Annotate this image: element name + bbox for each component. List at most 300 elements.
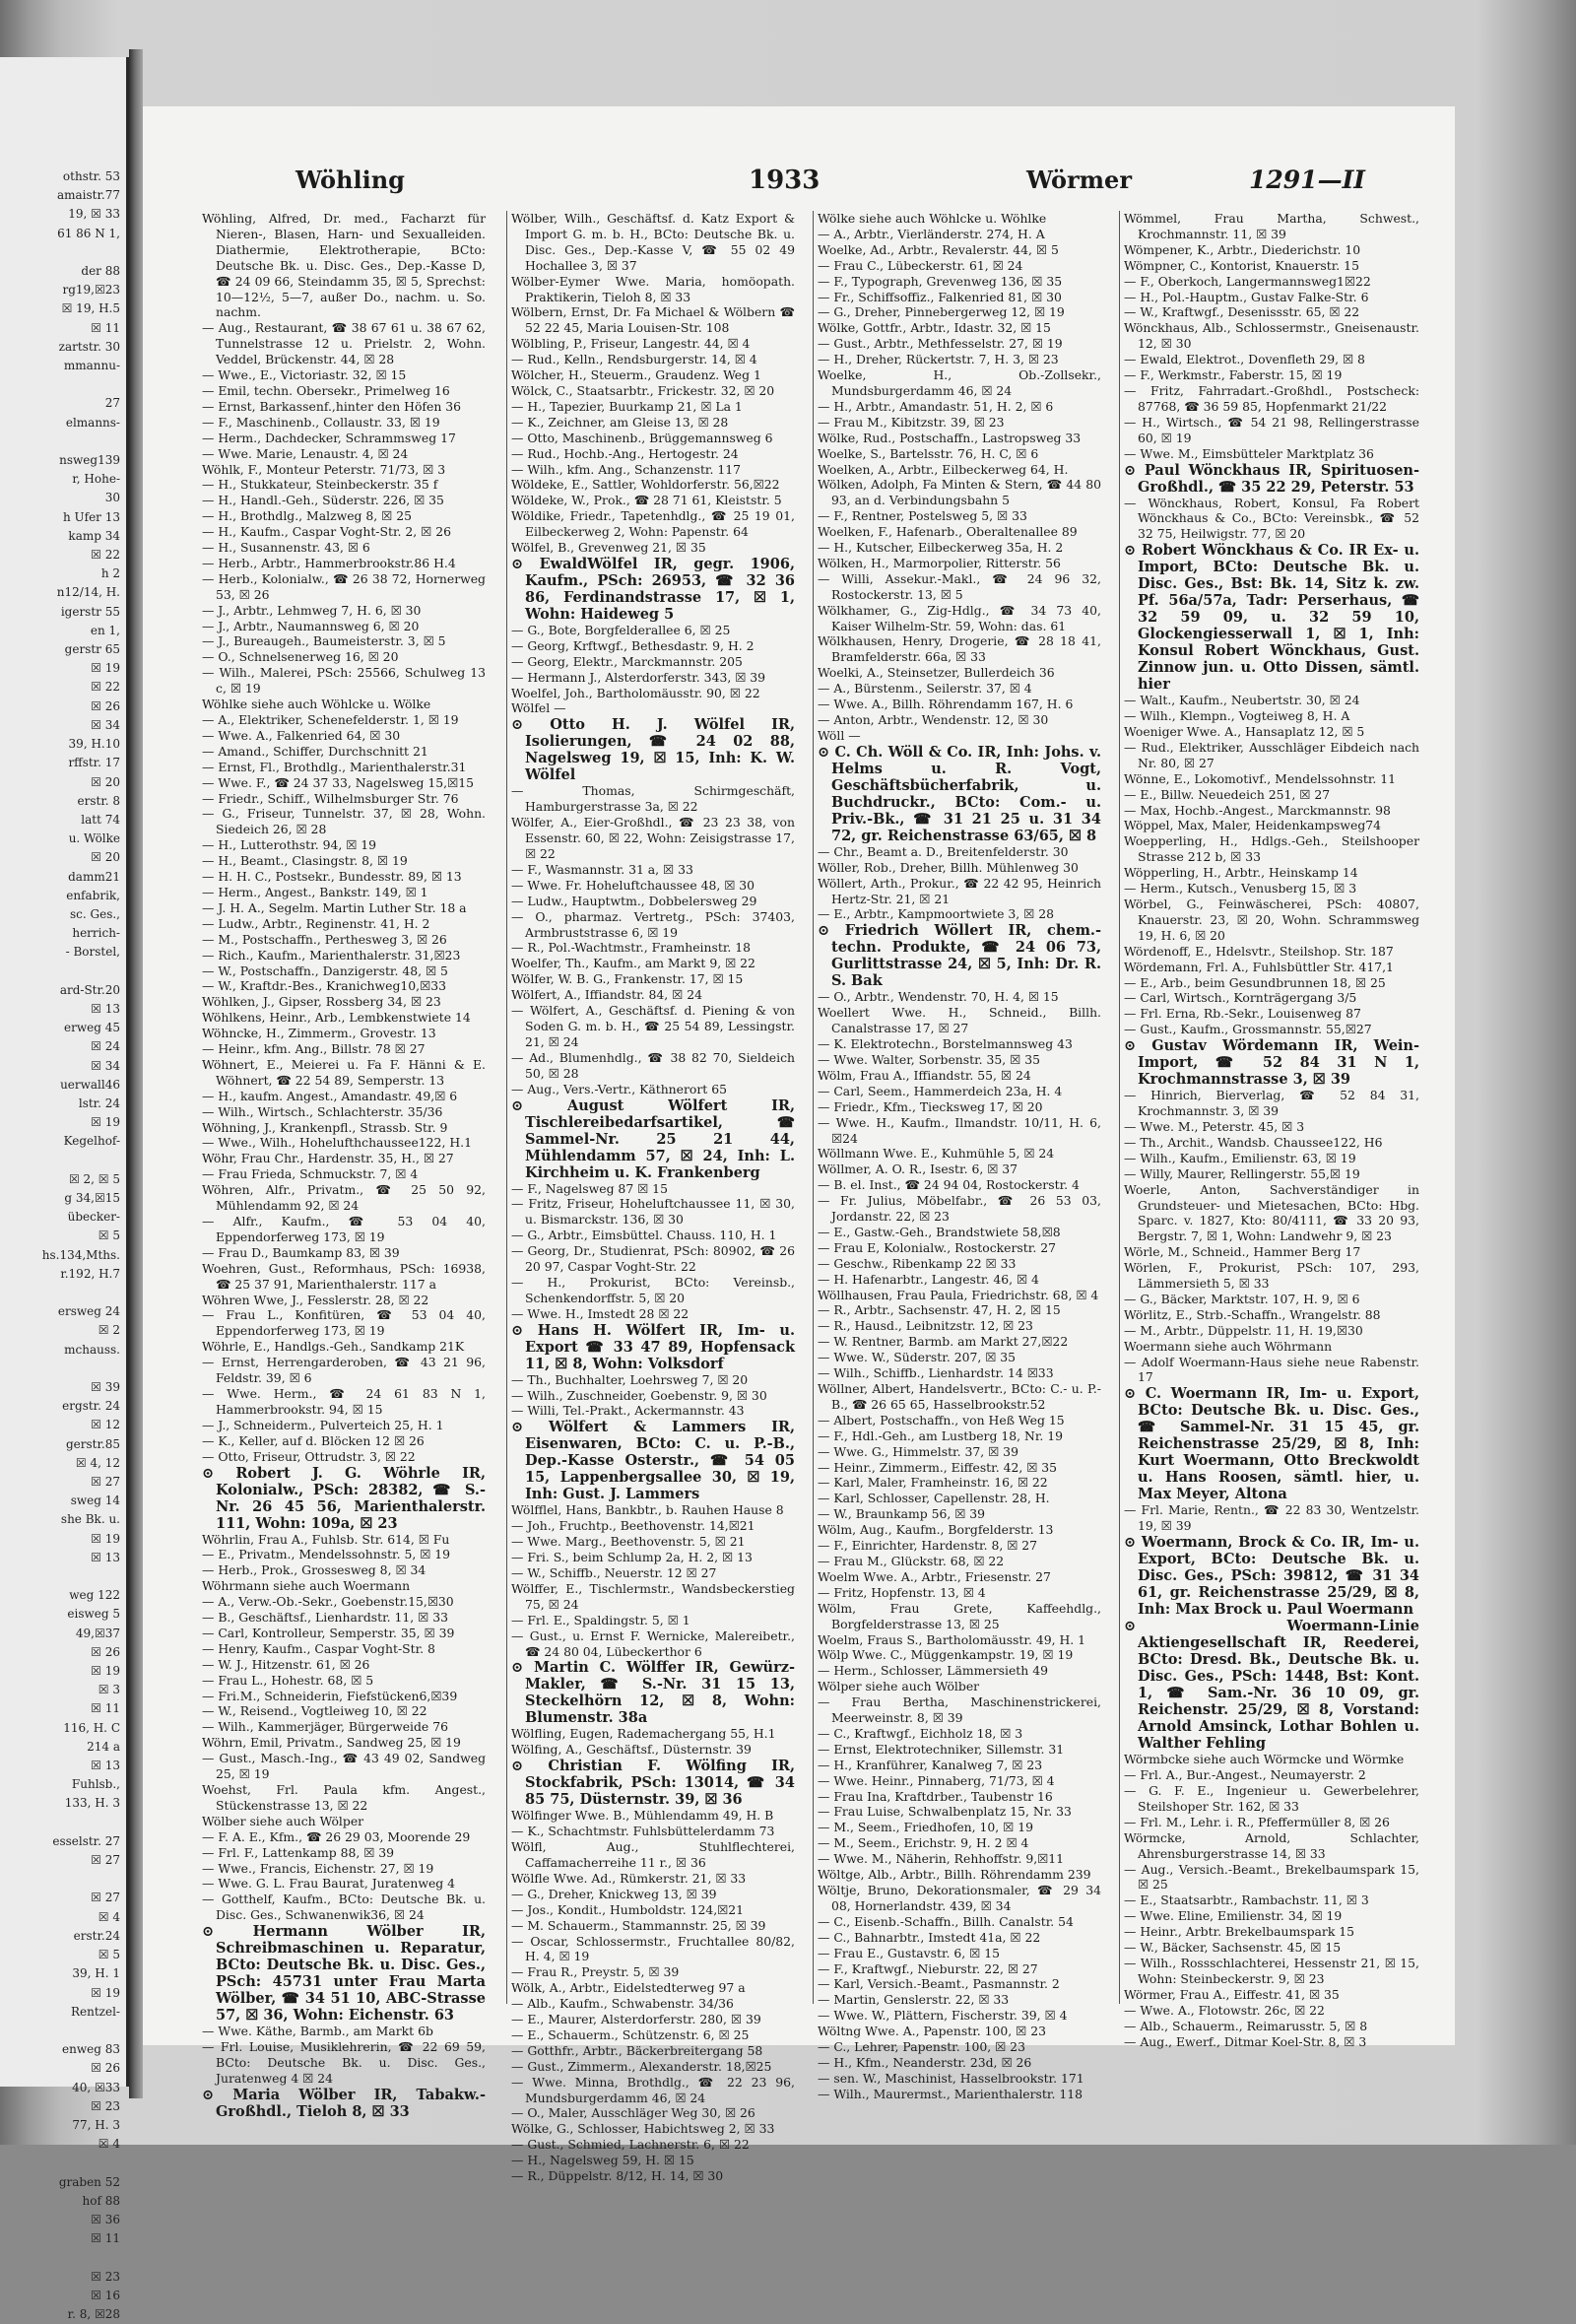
directory-entry: — Willi, Assekur.-Makl., ☎ 24 96 32, Rostockerstr. 13, ☒ 5 bbox=[818, 570, 1101, 602]
facing-page-line: ☒ 34 bbox=[91, 717, 120, 732]
directory-entry: Woelke, H., Ob.-Zollsekr., Mundsburgerdamm 46, ☒ 24 bbox=[818, 367, 1101, 398]
directory-entry: Wöllmann Wwe. E., Kuhmühle 5, ☒ 24 bbox=[818, 1146, 1055, 1162]
directory-entry: — Gust., Schmied, Lachnerstr. 6, ☒ 22 bbox=[511, 2137, 750, 2153]
directory-entry: — Adolf Woermann-Haus siehe neue Rabenstr. 17 bbox=[1124, 1354, 1419, 1385]
directory-entry: — Fri. S., beim Schlump 2a, H. 2, ☒ 13 bbox=[511, 1550, 753, 1565]
facing-page-line: ☒ 19 bbox=[91, 1664, 120, 1679]
directory-column-1 bbox=[202, 211, 486, 2120]
directory-entry: Wöller, Rob., Dreher, Billh. Mühlenweg 30 bbox=[818, 859, 1079, 875]
directory-entry: Woelke, S., Bartelsstr. 76, H. C, ☒ 6 bbox=[818, 445, 1039, 461]
directory-entry: — Friedr., Schiff., Wilhelmsburger Str. 76 bbox=[202, 790, 459, 806]
directory-entry: — Wilh., Schiffb., Lienhardstr. 14 ☒33 bbox=[818, 1365, 1054, 1381]
directory-entry: — Willy, Maurer, Rellingerstr. 55,☒ 19 bbox=[1124, 1165, 1360, 1181]
facing-page-line: 40, ☒33 bbox=[72, 2080, 120, 2094]
directory-entry: — Frau Luise, Schwalbenplatz 15, Nr. 33 bbox=[818, 1804, 1072, 1820]
directory-entry: — G., Bote, Borgfelderallee 6, ☒ 25 bbox=[511, 622, 731, 637]
directory-entry: — Gotthelf, Kaufm., BCto: Deutsche Bk. u. Disc. Ges., Schwanenwik36, ☒ 24 bbox=[202, 1892, 486, 1923]
facing-page-line: ☒ 22 bbox=[91, 548, 120, 563]
facing-page-line: ☒ 19, H.5 bbox=[61, 301, 120, 316]
directory-entry: Wölke, G., Schlosser, Habichtsweg 2, ☒ 33 bbox=[511, 2121, 775, 2137]
directory-entry: Wölp Wwe. C., Müggenkampstr. 19, ☒ 19 bbox=[818, 1647, 1074, 1663]
facing-page-line: Fuhlsb., bbox=[71, 1777, 120, 1792]
facing-page-line: hs.134,Mths. bbox=[41, 1247, 120, 1262]
directory-entry: Wölfer, A., Eier-Großhdl., ☎ 23 23 38, von Essenstr. 60, ☒ 22, Wohn: Zeisigstrasse 17, ☒ 22 bbox=[511, 815, 795, 861]
directory-entry: — Fr. Julius, Möbelfabr., ☎ 26 53 03, Jordanstr. 22, ☒ 23 bbox=[818, 1193, 1101, 1225]
directory-entry: — Henry, Kaufm., Caspar Voght-Str. 8 bbox=[202, 1640, 435, 1656]
directory-entry: — Georg, Dr., Studienrat, PSch: 80902, ☎ 26 20 97, Caspar Voght-Str. 22 bbox=[511, 1243, 795, 1275]
directory-entry: — Otto, Friseur, Ottrudstr. 3, ☒ 22 bbox=[202, 1448, 416, 1464]
directory-column-3 bbox=[813, 211, 1101, 2101]
directory-entry: — Gust., Kaufm., Grossmannstr. 55,☒27 bbox=[1124, 1022, 1372, 1037]
facing-page-line: ☒ 27 bbox=[91, 1853, 120, 1868]
directory-entry: Wöhlk, F., Monteur Peterstr. 71/73, ☒ 3 bbox=[202, 461, 446, 477]
directory-entry: — Wölfert, A., Geschäftsf. d. Piening & von Soden G. m. b. H., ☎ 25 54 89, Lessingstr. 21, ☒ 24 bbox=[511, 1003, 795, 1049]
directory-entry: Wölke siehe auch Wöhlcke u. Wöhlke bbox=[818, 211, 1047, 226]
directory-column-2 bbox=[506, 211, 795, 2184]
directory-entry: — Ernst, Fl., Brothdlg., Marienthalerstr.31 bbox=[202, 759, 467, 774]
directory-entry: — Wilh., Kaufm., Emilienstr. 63, ☒ 19 bbox=[1124, 1150, 1356, 1165]
directory-entry: — Karl, Maler, Framheinstr. 16, ☒ 22 bbox=[818, 1475, 1048, 1491]
facing-page-line: r.192, H.7 bbox=[60, 1266, 120, 1281]
directory-entry: — Ad., Blumenhdlg., ☎ 38 82 70, Sieldeich 50, ☒ 28 bbox=[511, 1049, 795, 1081]
facing-page-line: ☒ 13 bbox=[91, 1001, 120, 1016]
directory-entry: Woelken, F., Hafenarb., Oberaltenallee 89 bbox=[818, 524, 1078, 540]
directory-entry: — F., Nagelsweg 87 ☒ 15 bbox=[511, 1180, 668, 1196]
directory-entry: — Wilh., Klempn., Vogteiweg 8, H. A bbox=[1124, 708, 1350, 724]
facing-page-line: übecker- bbox=[67, 1210, 120, 1225]
directory-entry: — M., Arbtr., Düppelstr. 11, H. 19,☒30 bbox=[1124, 1322, 1363, 1338]
facing-page-line: h Ufer 13 bbox=[62, 509, 120, 524]
directory-entry: — Friedr., Kfm., Tiecksweg 17, ☒ 20 bbox=[818, 1098, 1043, 1114]
directory-entry: Woelki, A., Steinsetzer, Bullerdeich 36 bbox=[818, 665, 1055, 681]
directory-entry: — Wwe. H., Imstedt 28 ☒ 22 bbox=[511, 1305, 690, 1321]
directory-entry: ⊙ Christian F. Wölfing IR, Stockfabrik, PSch: 13014, ☎ 34 85 75, Düsternstr. 39, ☒ 36 bbox=[511, 1758, 795, 1809]
directory-entry: ⊙ Robert J. G. Wöhrle IR, Kolonialw., PSch: 28382, ☎ S.-Nr. 26 45 56, Marienthalerstr. 111, Wohn: 109a, ☒ 23 bbox=[202, 1464, 486, 1532]
directory-entry: Woelfel, Joh., Bartholomäusstr. 90, ☒ 22 bbox=[511, 685, 760, 700]
directory-entry: Wörlen, F., Prokurist, PSch: 107, 293, Lämmersieth 5, ☒ 33 bbox=[1124, 1260, 1419, 1292]
directory-entry: Wölck, C., Staatsarbtr., Frickestr. 32, ☒ 20 bbox=[511, 382, 775, 398]
directory-entry: Wöldeke, E., Sattler, Wohldorferstr. 56,☒22 bbox=[511, 477, 780, 493]
directory-entry: — H., Wirtsch., ☎ 54 21 98, Rellingerstrasse 60, ☒ 19 bbox=[1124, 414, 1419, 445]
directory-entry: — Frl. M., Lehr. i. R., Pfeffermüller 8, ☒ 26 bbox=[1124, 1814, 1390, 1829]
directory-entry: — Gust., u. Ernst F. Wernicke, Malereibetr., ☎ 24 80 04, Lübeckerthor 6 bbox=[511, 1627, 795, 1659]
facing-page-line: ☒ 2, ☒ 5 bbox=[68, 1171, 120, 1186]
directory-entry: — M., Seem., Erichstr. 9, H. 2 ☒ 4 bbox=[818, 1835, 1029, 1851]
directory-entry: — Karl, Schlosser, Capellenstr. 28, H. bbox=[818, 1491, 1050, 1506]
facing-page-line: ☒ 3 bbox=[98, 1683, 120, 1697]
facing-page-line: 61 86 N 1, bbox=[57, 226, 120, 240]
directory-entry: — Wwe. A., Billh. Röhrendamm 167, H. 6 bbox=[818, 697, 1074, 712]
directory-entry: — H., Lutterothstr. 94, ☒ 19 bbox=[202, 837, 377, 853]
facing-page-line: othstr. 53 bbox=[62, 169, 120, 183]
facing-page-line: n12/14, H. bbox=[56, 585, 120, 600]
directory-entry: ⊙ Hans H. Wölfert IR, Im- u. Export ☎ 33 47 89, Hopfensack 11, ☒ 8, Wohn: Volksdorf bbox=[511, 1321, 795, 1372]
directory-entry: Wöhrmann siehe auch Woermann bbox=[202, 1578, 411, 1594]
directory-entry: Woermann siehe auch Wöhrmann bbox=[1124, 1338, 1333, 1354]
directory-entry: — Alb., Kaufm., Schwabenstr. 34/36 bbox=[511, 1996, 734, 2012]
facing-page-line: erstr. 8 bbox=[77, 793, 120, 808]
page-header bbox=[296, 166, 1428, 205]
directory-entry: — H., Dreher, Rückertstr. 7, H. 3, ☒ 23 bbox=[818, 352, 1059, 367]
directory-entry: — O., Maler, Ausschläger Weg 30, ☒ 26 bbox=[511, 2105, 755, 2121]
facing-page-line: ☒ 5 bbox=[98, 1228, 120, 1243]
directory-entry: — Aug., Versich.-Beamt., Brekelbaumspark 15, ☒ 25 bbox=[1124, 1861, 1419, 1892]
facing-page-line: ard-Str.20 bbox=[59, 982, 120, 997]
directory-entry: ⊙ Robert Wönckhaus & Co. IR Ex- u. Import, BCto: Deutsche Bk. u. Disc. Ges., Bst: Bk. 14, Sitz k. zw. Pf. 56a/57a, Tadr: Perserhaus, ☎ 32 59 09, u. 32 59 10, Glockengiesserwall 1, ☒ 1, Inh: Konsul Robert Wönckhaus, Gust. Zinnow jun. u. Otto Dissen, sämtl. hier bbox=[1124, 542, 1419, 694]
directory-entry: — C., Kraftwgf., Eichholz 18, ☒ 3 bbox=[818, 1725, 1023, 1741]
directory-entry: — F., Kraftwgf., Nieburstr. 22, ☒ 27 bbox=[818, 1960, 1038, 1976]
directory-entry: — W., Kraftdr.-Bes., Kranichweg10,☒33 bbox=[202, 978, 446, 994]
directory-entry: — G., Dreher, Pinnebergerweg 12, ☒ 19 bbox=[818, 304, 1065, 320]
directory-entry: — W., Reisend., Vogtleiweg 10, ☒ 22 bbox=[202, 1703, 427, 1719]
facing-page-line: graben 52 bbox=[58, 2174, 120, 2189]
directory-entry: — Wilh., Zuschneider, Goebenstr. 9, ☒ 30 bbox=[511, 1387, 767, 1403]
directory-entry: — Herm., Kutsch., Venusberg 15, ☒ 3 bbox=[1124, 881, 1357, 896]
directory-entry: — Herm., Dachdecker, Schrammsweg 17 bbox=[202, 430, 456, 445]
facing-page-line: rffstr. 17 bbox=[68, 756, 120, 770]
directory-entry: — Gust., Masch.-Ing., ☎ 43 49 02, Sandweg 25, ☒ 19 bbox=[202, 1751, 486, 1782]
directory-entry: — Chr., Beamt a. D., Breitenfelderstr. 30 bbox=[818, 843, 1069, 859]
facing-page-line: nsweg139 bbox=[59, 453, 120, 468]
facing-page-line: ☒ 26 bbox=[91, 698, 120, 713]
facing-page-line: herrich- bbox=[72, 926, 120, 941]
facing-page-line: latt 74 bbox=[81, 812, 120, 827]
facing-page-line: ☒ 27 bbox=[91, 1891, 120, 1905]
directory-entry: Wömmel, Frau Martha, Schwest., Krochmannstr. 11, ☒ 39 bbox=[1124, 211, 1419, 241]
directory-entry: — Heinr., Arbtr. Brekelbaumspark 15 bbox=[1124, 1924, 1355, 1940]
directory-entry: — Wwe. Fr. Hoheluftchaussee 48, ☒ 30 bbox=[511, 877, 755, 893]
directory-entry: Wölber siehe auch Wölper bbox=[202, 1813, 364, 1828]
directory-entry: — Hinrich, Bierverlag, ☎ 52 84 31, Krochmannstr. 3, ☒ 39 bbox=[1124, 1088, 1419, 1119]
facing-page-line: mmannu- bbox=[63, 359, 120, 373]
facing-page-fragment bbox=[0, 57, 129, 2321]
facing-page-line: Kegelhof- bbox=[63, 1134, 120, 1149]
directory-entry: Wörle, M., Schneid., Hammer Berg 17 bbox=[1124, 1244, 1361, 1260]
directory-entry: — Th., Buchhalter, Loehrsweg 7, ☒ 20 bbox=[511, 1371, 749, 1387]
directory-entry: Wöllhausen, Frau Paula, Friedrichstr. 68, ☒ 4 bbox=[818, 1287, 1099, 1302]
directory-entry: — Oscar, Schlossermstr., Fruchtallee 80/82, H. 4, ☒ 19 bbox=[511, 1933, 795, 1964]
facing-page-line: 77, H. 3 bbox=[72, 2117, 120, 2132]
directory-entry: — G., Bäcker, Marktstr. 107, H. 9, ☒ 6 bbox=[1124, 1291, 1360, 1306]
directory-entry: — H., Beamt., Clasingstr. 8, ☒ 19 bbox=[202, 853, 408, 869]
directory-entry: Wölm, Frau A., Iffiandstr. 55, ☒ 24 bbox=[818, 1067, 1031, 1083]
directory-entry: Woelken, A., Arbtr., Eilbeckerweg 64, H. bbox=[818, 461, 1069, 477]
directory-entry: ⊙ Woermann-Linie Aktiengesellschaft IR, Reederei, BCto: Dresd. Bk., Deutsche Bk. u. Disc. Ges., PSch: 1448, Bst: Kont. 1, ☎ Sam.-Nr. 36 10 09, gr. Reichenstr. 25/29, ☒ 8, Vorstand: Arnold Amsinck, Lothar Bohlen u. Walther Fehling bbox=[1124, 1618, 1419, 1753]
directory-entry: Wöldike, Friedr., Tapetenhdlg., ☎ 25 19 01, Eilbeckerweg 2, Wohn: Papenstr. 64 bbox=[511, 508, 795, 540]
directory-entry: — E., Staatsarbtr., Rambachstr. 11, ☒ 3 bbox=[1124, 1892, 1369, 1908]
directory-entry: — C., Eisenb.-Schaffn., Billh. Canalstr. 54 bbox=[818, 1913, 1074, 1929]
directory-entry: — K. Elektrotechn., Borstelmannsweg 43 bbox=[818, 1036, 1073, 1052]
directory-entry: ⊙ Martin C. Wölffer IR, Gewürz-Makler, ☎ S.-Nr. 31 15 13, Steckelhörn 12, ☒ 8, Wohn: Blumenstr. 38a bbox=[511, 1659, 795, 1727]
directory-entry: — Aug., Restaurant, ☎ 38 67 61 u. 38 67 62, Tunnelstrasse 12 u. Prielstr. 2, Wohn. Veddel, Brückenstr. 44, ☒ 28 bbox=[202, 320, 486, 367]
directory-entry: Wölkhamer, G., Zig-Hdlg., ☎ 34 73 40, Kaiser Wilhelm-Str. 59, Wohn: das. 61 bbox=[818, 602, 1101, 633]
facing-page-line bbox=[2, 1284, 120, 1302]
facing-page-line: ☒ 19 bbox=[91, 1985, 120, 2000]
directory-entry: — Wwe. Heinr., Pinnaberg, 71/73, ☒ 4 bbox=[818, 1772, 1055, 1788]
directory-entry: Woeniger Wwe. A., Hansaplatz 12, ☒ 5 bbox=[1124, 724, 1365, 740]
directory-entry: — Wwe. W., Plättern, Fischerstr. 39, ☒ 4 bbox=[818, 2008, 1068, 2024]
directory-entry: — H., Kranführer, Kanalweg 7, ☒ 23 bbox=[818, 1757, 1043, 1772]
directory-entry: — Wwe. W., Süderstr. 207, ☒ 35 bbox=[818, 1350, 1017, 1365]
facing-page-line: uerwall46 bbox=[60, 1077, 120, 1092]
directory-entry: Wölkhausen, Henry, Drogerie, ☎ 28 18 41, Bramfelderstr. 66a, ☒ 33 bbox=[818, 633, 1101, 665]
directory-entry: — Herm., Schlosser, Lämmersieth 49 bbox=[818, 1663, 1048, 1679]
facing-page-line: ☒ 23 bbox=[91, 2269, 120, 2284]
directory-entry: Wöhlke siehe auch Wöhlcke u. Wölke bbox=[202, 697, 431, 712]
directory-entry: — Frl. E., Spaldingstr. 5, ☒ 1 bbox=[511, 1612, 690, 1627]
directory-entry: — Aug., Ewerf., Ditmar Koel-Str. 8, ☒ 3 bbox=[1124, 2033, 1367, 2049]
directory-entry: — Wwe. M., Peterstr. 45, ☒ 3 bbox=[1124, 1118, 1305, 1134]
facing-page-line: ☒ 2 bbox=[98, 1323, 120, 1338]
directory-entry: Woelke, Ad., Arbtr., Revalerstr. 44, ☒ 5 bbox=[818, 241, 1059, 257]
facing-page-line bbox=[2, 2154, 120, 2172]
directory-entry: — Frau M., Glückstr. 68, ☒ 22 bbox=[818, 1553, 1005, 1568]
directory-entry: ⊙ Gustav Wördemann IR, Wein-Import, ☎ 52 84 31 N 1, Krochmannstrasse 3, ☒ 39 bbox=[1124, 1037, 1419, 1089]
facing-page-line: elmanns- bbox=[65, 415, 120, 430]
directory-entry: — H., Brothdlg., Malzweg 8, ☒ 25 bbox=[202, 508, 412, 524]
directory-entry: — H., Kutscher, Eilbeckerweg 35a, H. 2 bbox=[818, 540, 1064, 556]
directory-entry: Woepperling, H., Hdlgs.-Geh., Steilshooper Strasse 212 b, ☒ 33 bbox=[1124, 833, 1419, 865]
directory-entry: — H., Nagelsweg 59, H. ☒ 15 bbox=[511, 2153, 694, 2168]
facing-page-line: Rentzel- bbox=[70, 2004, 120, 2019]
facing-page-line: en 1, bbox=[90, 623, 120, 637]
directory-entry: Wölber, Wilh., Geschäftsf. d. Katz Export & Import G. m. b. H., BCto: Deutsche Bk. u. Disc. Ges., Dep.-Kasse V, ☎ 55 02 49 Hochallee 3, ☒ 37 bbox=[511, 211, 795, 273]
header-first-name: Wöhling bbox=[296, 166, 405, 194]
directory-entry: — G., Arbtr., Eimsbüttel. Chauss. 110, H. 1 bbox=[511, 1228, 777, 1243]
facing-page-line: 49,☒37 bbox=[75, 1626, 120, 1640]
directory-entry: Woelm, Fraus S., Bartholomäusstr. 49, H. 1 bbox=[818, 1631, 1086, 1647]
directory-entry: — J., Arbtr., Naumannsweg 6, ☒ 20 bbox=[202, 618, 420, 633]
directory-entry: — H., Susannenstr. 43, ☒ 6 bbox=[202, 540, 370, 556]
directory-entry: Wöll — bbox=[818, 727, 861, 743]
facing-page-line: ☒ 27 bbox=[91, 1475, 120, 1490]
directory-entry: Wöhning, J., Krankenpfl., Strassb. Str. 9 bbox=[202, 1119, 448, 1135]
directory-entry: — Frau R., Preystr. 5, ☒ 39 bbox=[511, 1964, 680, 1980]
directory-entry: — Joh., Fruchtp., Beethovenstr. 14,☒21 bbox=[511, 1518, 755, 1534]
directory-entry: — G., Dreher, Knickweg 13, ☒ 39 bbox=[511, 1886, 717, 1901]
directory-entry: Wöhnert, E., Meierei u. Fa F. Hänni & E. Wöhnert, ☎ 22 54 89, Semperstr. 13 bbox=[202, 1056, 486, 1088]
directory-entry: — Frau Ina, Kraftdrber., Taubenstr 16 bbox=[818, 1788, 1053, 1804]
directory-entry: — Otto, Maschinenb., Brüggemannsweg 6 bbox=[511, 430, 773, 445]
directory-entry: — Wwe. Minna, Brothdlg., ☎ 22 23 96, Mundsburgerdamm 46, ☒ 24 bbox=[511, 2074, 795, 2105]
directory-entry: Wölber-Eymer Wwe. Maria, homöopath. Praktikerin, Tieloh 8, ☒ 33 bbox=[511, 273, 795, 304]
directory-entry: — sen. W., Maschinist, Hasselbrookstr. 171 bbox=[818, 2070, 1084, 2086]
facing-page-line: der 88 bbox=[81, 264, 120, 279]
directory-entry: — O., Arbtr., Wendenstr. 70, H. 4, ☒ 15 bbox=[818, 989, 1059, 1005]
facing-page-line bbox=[2, 432, 120, 451]
facing-page-line bbox=[2, 2248, 120, 2267]
directory-entry: Wörmer, Frau A., Eiffestr. 41, ☒ 35 bbox=[1124, 1986, 1340, 2002]
directory-entry: Wölke, Rud., Postschaffn., Lastropsweg 33 bbox=[818, 430, 1082, 445]
directory-entry: — Hermann J., Alsterdorferstr. 343, ☒ 39 bbox=[511, 669, 766, 685]
directory-entry: — O., Schnelsenerweg 16, ☒ 20 bbox=[202, 649, 399, 665]
directory-entry: — E., Arb., beim Gesundbrunnen 18, ☒ 25 bbox=[1124, 974, 1386, 990]
facing-page-line: ersweg 24 bbox=[57, 1304, 120, 1319]
directory-entry: — Wwe., Francis, Eichenstr. 27, ☒ 19 bbox=[202, 1860, 434, 1876]
directory-entry: Wölm, Frau Grete, Kaffeehdlg., Borgfelderstrasse 13, ☒ 25 bbox=[818, 1600, 1101, 1631]
directory-entry: — Wwe., Wilh., Hohelufthchaussee122, H.1 bbox=[202, 1135, 472, 1151]
directory-entry: — Heinr., Zimmerm., Eiffestr. 42, ☒ 35 bbox=[818, 1459, 1058, 1475]
directory-entry: — Frau M., Kibitzstr. 39, ☒ 23 bbox=[818, 414, 1005, 430]
directory-entry: — R., Arbtr., Sachsenstr. 47, H. 2, ☒ 15 bbox=[818, 1302, 1061, 1318]
directory-entry: — H., Stukkateur, Steinbeckerstr. 35 f bbox=[202, 477, 438, 493]
directory-entry: Wöltje, Bruno, Dekorationsmaler, ☎ 29 34 08, Hornerlandstr. 439, ☒ 34 bbox=[818, 1883, 1101, 1913]
directory-entry: — F., Einrichter, Hardenstr. 8, ☒ 27 bbox=[818, 1538, 1038, 1554]
directory-entry: Wölfle Wwe. Ad., Rümkerstr. 21, ☒ 33 bbox=[511, 1870, 747, 1886]
facing-page-line: ☒ 19 bbox=[91, 661, 120, 676]
facing-page-line: ☒ 22 bbox=[91, 680, 120, 695]
directory-entry: — M., Postschaffn., Perthesweg 3, ☒ 26 bbox=[202, 931, 447, 947]
directory-entry: — Alfr., Kaufm., ☎ 53 04 40, Eppendorferweg 173, ☒ 19 bbox=[202, 1214, 486, 1244]
directory-entry: — Frau L., Konfitüren, ☎ 53 04 40, Eppendorferweg 173, ☒ 19 bbox=[202, 1307, 486, 1339]
directory-entry: — Frau Bertha, Maschinenstrickerei, Meerweinstr. 8, ☒ 39 bbox=[818, 1694, 1101, 1726]
facing-page-line: r, Hohe- bbox=[72, 472, 120, 487]
directory-entry: — Wwe. M., Eimsbütteler Marktplatz 36 bbox=[1124, 445, 1374, 461]
facing-page-line bbox=[2, 243, 120, 262]
directory-entry: ⊙ Wölfert & Lammers IR, Eisenwaren, BCto: C. u. P.-B., Dep.-Kasse Osterstr., ☎ 54 05 15, Lappenbergsallee 30, ☒ 19, Inh: Gust. J. Lammers bbox=[511, 1419, 795, 1503]
directory-entry: — Martin, Genslerstr. 22, ☒ 33 bbox=[818, 1992, 1010, 2008]
directory-entry: — Walt., Kaufm., Neubertstr. 30, ☒ 24 bbox=[1124, 693, 1360, 708]
directory-entry: — A., Verw.-Ob.-Sekr., Goebenstr.15,☒30 bbox=[202, 1594, 454, 1610]
directory-entry: — C., Bahnarbtr., Imstedt 41a, ☒ 22 bbox=[818, 1929, 1041, 1945]
directory-entry: — Wwe. G. L. Frau Baurat, Juratenweg 4 bbox=[202, 1876, 456, 1892]
directory-entry: — Frau D., Baumkamp 83, ☒ 39 bbox=[202, 1244, 400, 1260]
directory-entry: — C., Lehrer, Papenstr. 100, ☒ 23 bbox=[818, 2039, 1025, 2055]
facing-page-line: ☒ 34 bbox=[91, 1058, 120, 1073]
directory-entry: Woellert Wwe. H., Schneid., Billh. Canalstrasse 17, ☒ 27 bbox=[818, 1005, 1101, 1036]
facing-page-line: gerstr 65 bbox=[64, 642, 120, 657]
directory-entry: — Karl, Versich.-Beamt., Pasmannstr. 2 bbox=[818, 1976, 1060, 1992]
directory-entry: — Willi, Tel.-Prakt., Ackermannstr. 43 bbox=[511, 1403, 745, 1419]
directory-entry: Wölfinger Wwe. B., Mühlendamm 49, H. B bbox=[511, 1808, 774, 1824]
directory-entry: — Wilh., Maurermst., Marienthalerstr. 118 bbox=[818, 2086, 1083, 2101]
directory-entry: — Herb., Prok., Grossesweg 8, ☒ 34 bbox=[202, 1562, 427, 1578]
directory-entry: ⊙ Maria Wölber IR, Tabakw.-Großhdl., Tieloh 8, ☒ 33 bbox=[202, 2086, 486, 2120]
facing-page-line: ☒ 4 bbox=[98, 2137, 120, 2152]
directory-entry: Wölfflel, Hans, Bankbtr., b. Rauhen Hause 8 bbox=[511, 1502, 784, 1518]
directory-entry: — Frl. Marie, Rentn., ☎ 22 83 30, Wentzelstr. 19, ☒ 39 bbox=[1124, 1502, 1419, 1534]
facing-page-line: ☒ 36 bbox=[91, 2212, 120, 2226]
directory-entry: — Gust., Arbtr., Methfesselstr. 27, ☒ 19 bbox=[818, 336, 1063, 352]
directory-entry: Woerle, Anton, Sachverständiger in Grundsteuer- und Mietesachen, BCto: Hbg. Sparc. v. 1827, Kto: 80/4111, ☎ 33 20 93, Bergstr. 7, ☒ 1, Wohn: Landwehr 9, ☒ 23 bbox=[1124, 1181, 1419, 1244]
directory-entry: — Wwe. Walter, Sorbenstr. 35, ☒ 35 bbox=[818, 1051, 1040, 1067]
directory-entry: ⊙ August Wölfert IR, Tischlereibedarfsartikel, ☎ Sammel-Nr. 25 21 44, Mühlendamm 57, ☒ 24, Inh: L. Kirchheim u. K. Frankenberg bbox=[511, 1096, 795, 1181]
directory-entry: — K., Zeichner, am Gleise 13, ☒ 28 bbox=[511, 414, 729, 430]
directory-entry: — Ernst, Herrengarderoben, ☎ 43 21 96, Feldstr. 39, ☒ 6 bbox=[202, 1355, 486, 1386]
directory-entry: — Frau Frieda, Schmuckstr. 7, ☒ 4 bbox=[202, 1166, 419, 1182]
directory-columns bbox=[202, 211, 1423, 2184]
directory-entry: — Rud., Hochb.-Ang., Hertogestr. 24 bbox=[511, 445, 739, 461]
directory-entry: — Ludw., Hauptwtm., Dobbelersweg 29 bbox=[511, 893, 757, 908]
directory-entry: ⊙ C. Ch. Wöll & Co. IR, Inh: Johs. v. Helms u. R. Vogt, Geschäftsbücherfabrik, u. Buchdruckr., BCto: Com.- u. Priv.-Bk., ☎ 31 21 25 u. 31 34 72, gr. Reichenstrasse 63/65, ☒ 8 bbox=[818, 743, 1101, 844]
directory-entry: Wölm, Aug., Kaufm., Borgfelderstr. 13 bbox=[818, 1522, 1054, 1538]
directory-entry: — M. Schauerm., Stammannstr. 25, ☒ 39 bbox=[511, 1917, 766, 1933]
directory-entry: — Herm., Angest., Bankstr. 149, ☒ 1 bbox=[202, 884, 428, 899]
facing-page-line: igerstr 55 bbox=[60, 604, 120, 619]
directory-entry: — Ernst, Barkassenf.,hinter den Höfen 36 bbox=[202, 398, 462, 414]
directory-entry: — Frl. Louise, Musiklehrerin, ☎ 22 69 59, BCto: Deutsche Bk. u. Disc. Ges., Juratenweg 4 ☒ 24 bbox=[202, 2039, 486, 2086]
directory-entry: Wöltge, Alb., Arbtr., Billh. Röhrendamm 239 bbox=[818, 1867, 1091, 1883]
facing-page-line: she Bk. u. bbox=[60, 1512, 120, 1527]
directory-entry: Wöhren Wwe, J., Fesslerstr. 28, ☒ 22 bbox=[202, 1292, 429, 1307]
directory-entry: Wölbling, P., Friseur, Langestr. 44, ☒ 4 bbox=[511, 336, 751, 352]
directory-entry: — Fritz, Friseur, Hoheluftchaussee 11, ☒ 30, u. Bismarckstr. 136, ☒ 30 bbox=[511, 1196, 795, 1228]
directory-entry: Wöppel, Max, Maler, Heidenkampsweg74 bbox=[1124, 818, 1382, 833]
directory-entry: — G. F. E., Ingenieur u. Gewerbelehrer, Steilshoper Str. 162, ☒ 33 bbox=[1124, 1783, 1419, 1814]
facing-page-line: ☒ 5 bbox=[98, 1948, 120, 1962]
directory-entry: — G., Friseur, Tunnelstr. 37, ☒ 28, Wohn. Siedeich 26, ☒ 28 bbox=[202, 806, 486, 837]
directory-entry: — R., Düppelstr. 8/12, H. 14, ☒ 30 bbox=[511, 2168, 724, 2184]
directory-entry: — E., Maurer, Alsterdorferstr. 280, ☒ 39 bbox=[511, 2012, 761, 2027]
directory-entry: — W. Rentner, Barmb. am Markt 27,☒22 bbox=[818, 1334, 1069, 1350]
directory-entry: ⊙ Woermann, Brock & Co. IR, Im- u. Export, BCto: Deutsche Bk. u. Disc. Ges., PSch: 39812, ☎ 31 34 61, gr. Reichenstrasse 25/29, ☒ 8, Inh: Max Brock u. Paul Woermann bbox=[1124, 1534, 1419, 1619]
directory-entry: — Frau L., Hohestr. 68, ☒ 5 bbox=[202, 1672, 374, 1688]
header-last-name: Wörmer bbox=[1026, 166, 1132, 194]
directory-entry: — Wilh., kfm. Ang., Schanzenstr. 117 bbox=[511, 461, 742, 477]
directory-entry: — O., pharmaz. Vertretg., PSch: 37403, Armbruststrasse 6, ☒ 19 bbox=[511, 908, 795, 940]
directory-entry: Wömpener, K., Arbtr., Diederichstr. 10 bbox=[1124, 241, 1361, 257]
directory-entry: — Emil, techn. Obersekr., Primelweg 16 bbox=[202, 382, 450, 398]
facing-page-line bbox=[2, 1152, 120, 1170]
facing-page-line: 19, ☒ 33 bbox=[68, 207, 120, 222]
directory-entry: — J., Schneiderm., Pulverteich 25, H. 1 bbox=[202, 1417, 444, 1432]
facing-page-line: 133, H. 3 bbox=[64, 1796, 120, 1811]
directory-entry: — Wwe., E., Victoriastr. 32, ☒ 15 bbox=[202, 367, 407, 383]
directory-entry: — K., Schachtmstr. Fuhlsbüttelerdamm 73 bbox=[511, 1824, 775, 1839]
directory-entry: — Wwe. A., Flotowstr. 26c, ☒ 22 bbox=[1124, 2002, 1325, 2018]
directory-entry: Wölken, Adolph, Fa Minten & Stern, ☎ 44 80 93, an d. Verbindungsbahn 5 bbox=[818, 477, 1101, 508]
directory-entry: — W., Bäcker, Sachsenstr. 45, ☒ 15 bbox=[1124, 1940, 1342, 1956]
facing-page-line: enfabrik, bbox=[66, 888, 120, 902]
facing-page-line: ☒ 11 bbox=[91, 1701, 120, 1716]
directory-entry: — Frau E, Kolonialw., Rostockerstr. 27 bbox=[818, 1239, 1056, 1255]
directory-entry: Wölfel — bbox=[511, 700, 566, 716]
directory-entry: — H. H. C., Postsekr., Bundesstr. 89, ☒ 13 bbox=[202, 869, 462, 885]
directory-entry: Woelfer, Th., Kaufm., am Markt 9, ☒ 22 bbox=[511, 956, 755, 971]
directory-entry: — Aug., Vers.-Vertr., Käthnerort 65 bbox=[511, 1081, 727, 1096]
directory-entry: — E., Schauerm., Schützenstr. 6, ☒ 25 bbox=[511, 2026, 750, 2042]
directory-entry: — Fr., Schiffsoffiz., Falkenried 81, ☒ 30 bbox=[818, 289, 1062, 304]
facing-page-line: ☒ 19 bbox=[91, 1531, 120, 1546]
directory-entry: Wörmbcke siehe auch Wörmcke und Wörmke bbox=[1124, 1752, 1405, 1767]
directory-entry: — Wönckhaus, Robert, Konsul, Fa Robert Wönckhaus & Co., BCto: Vereinsbk., ☎ 52 32 75, Heilwigstr. 77, ☒ 20 bbox=[1124, 495, 1419, 542]
directory-entry: — Wwe. Eline, Emilienstr. 34, ☒ 19 bbox=[1124, 1908, 1343, 1924]
directory-entry: Wönne, E., Lokomotivf., Mendelssohnstr. 11 bbox=[1124, 770, 1397, 786]
directory-entry: — R., Pol.-Wachtmstr., Framheinstr. 18 bbox=[511, 940, 752, 956]
directory-entry: Wöltng Wwe. A., Papenstr. 100, ☒ 23 bbox=[818, 2024, 1046, 2039]
facing-page-line: ☒ 13 bbox=[91, 1550, 120, 1564]
facing-page-line: ☒ 4 bbox=[98, 1909, 120, 1924]
facing-page-line bbox=[2, 1360, 120, 1378]
directory-entry: — E., Arbtr., Kampmoortwiete 3, ☒ 28 bbox=[818, 906, 1054, 922]
directory-entry: — J., Bureaugeh., Baumeisterstr. 3, ☒ 5 bbox=[202, 633, 446, 649]
directory-entry: — Carl, Kontrolleur, Semperstr. 35, ☒ 39 bbox=[202, 1625, 455, 1640]
directory-entry: — F., Hdl.-Geh., am Lustberg 18, Nr. 19 bbox=[818, 1428, 1064, 1443]
facing-page-line: ☒ 12 bbox=[91, 1418, 120, 1432]
directory-entry: — Fri.M., Schneiderin, Fiefstücken6,☒39 bbox=[202, 1688, 458, 1703]
directory-entry: — Frl. Erna, Rb.-Sekr., Louisenweg 87 bbox=[1124, 1006, 1361, 1022]
directory-entry: Woehren, Gust., Reformhaus, PSch: 16938, ☎ 25 37 91, Marienthalerstr. 117 a bbox=[202, 1260, 486, 1292]
facing-page-line: erstr.24 bbox=[73, 1928, 120, 1943]
directory-entry: Wörmcke, Arnold, Schlachter, Ahrensburgerstrasse 14, ☒ 33 bbox=[1124, 1829, 1419, 1861]
facing-page-line: sweg 14 bbox=[70, 1494, 120, 1508]
directory-entry: — E., Billw. Neuedeich 251, ☒ 27 bbox=[1124, 786, 1331, 802]
directory-entry: Wördenoff, E., Hdelsvtr., Steilshop. Str. 187 bbox=[1124, 943, 1394, 959]
directory-entry: — Thomas, Schirmgeschäft, Hamburgerstrasse 3a, ☒ 22 bbox=[511, 783, 795, 815]
directory-entry: ⊙ Otto H. J. Wölfel IR, Isolierungen, ☎ 24 02 88, Nagelsweg 19, ☒ 15, Inh: K. W. Wölfel bbox=[511, 716, 795, 784]
directory-entry: Wölfing, A., Geschäftsf., Düsternstr. 39 bbox=[511, 1742, 752, 1758]
facing-page-line: esselstr. 27 bbox=[52, 1833, 120, 1848]
